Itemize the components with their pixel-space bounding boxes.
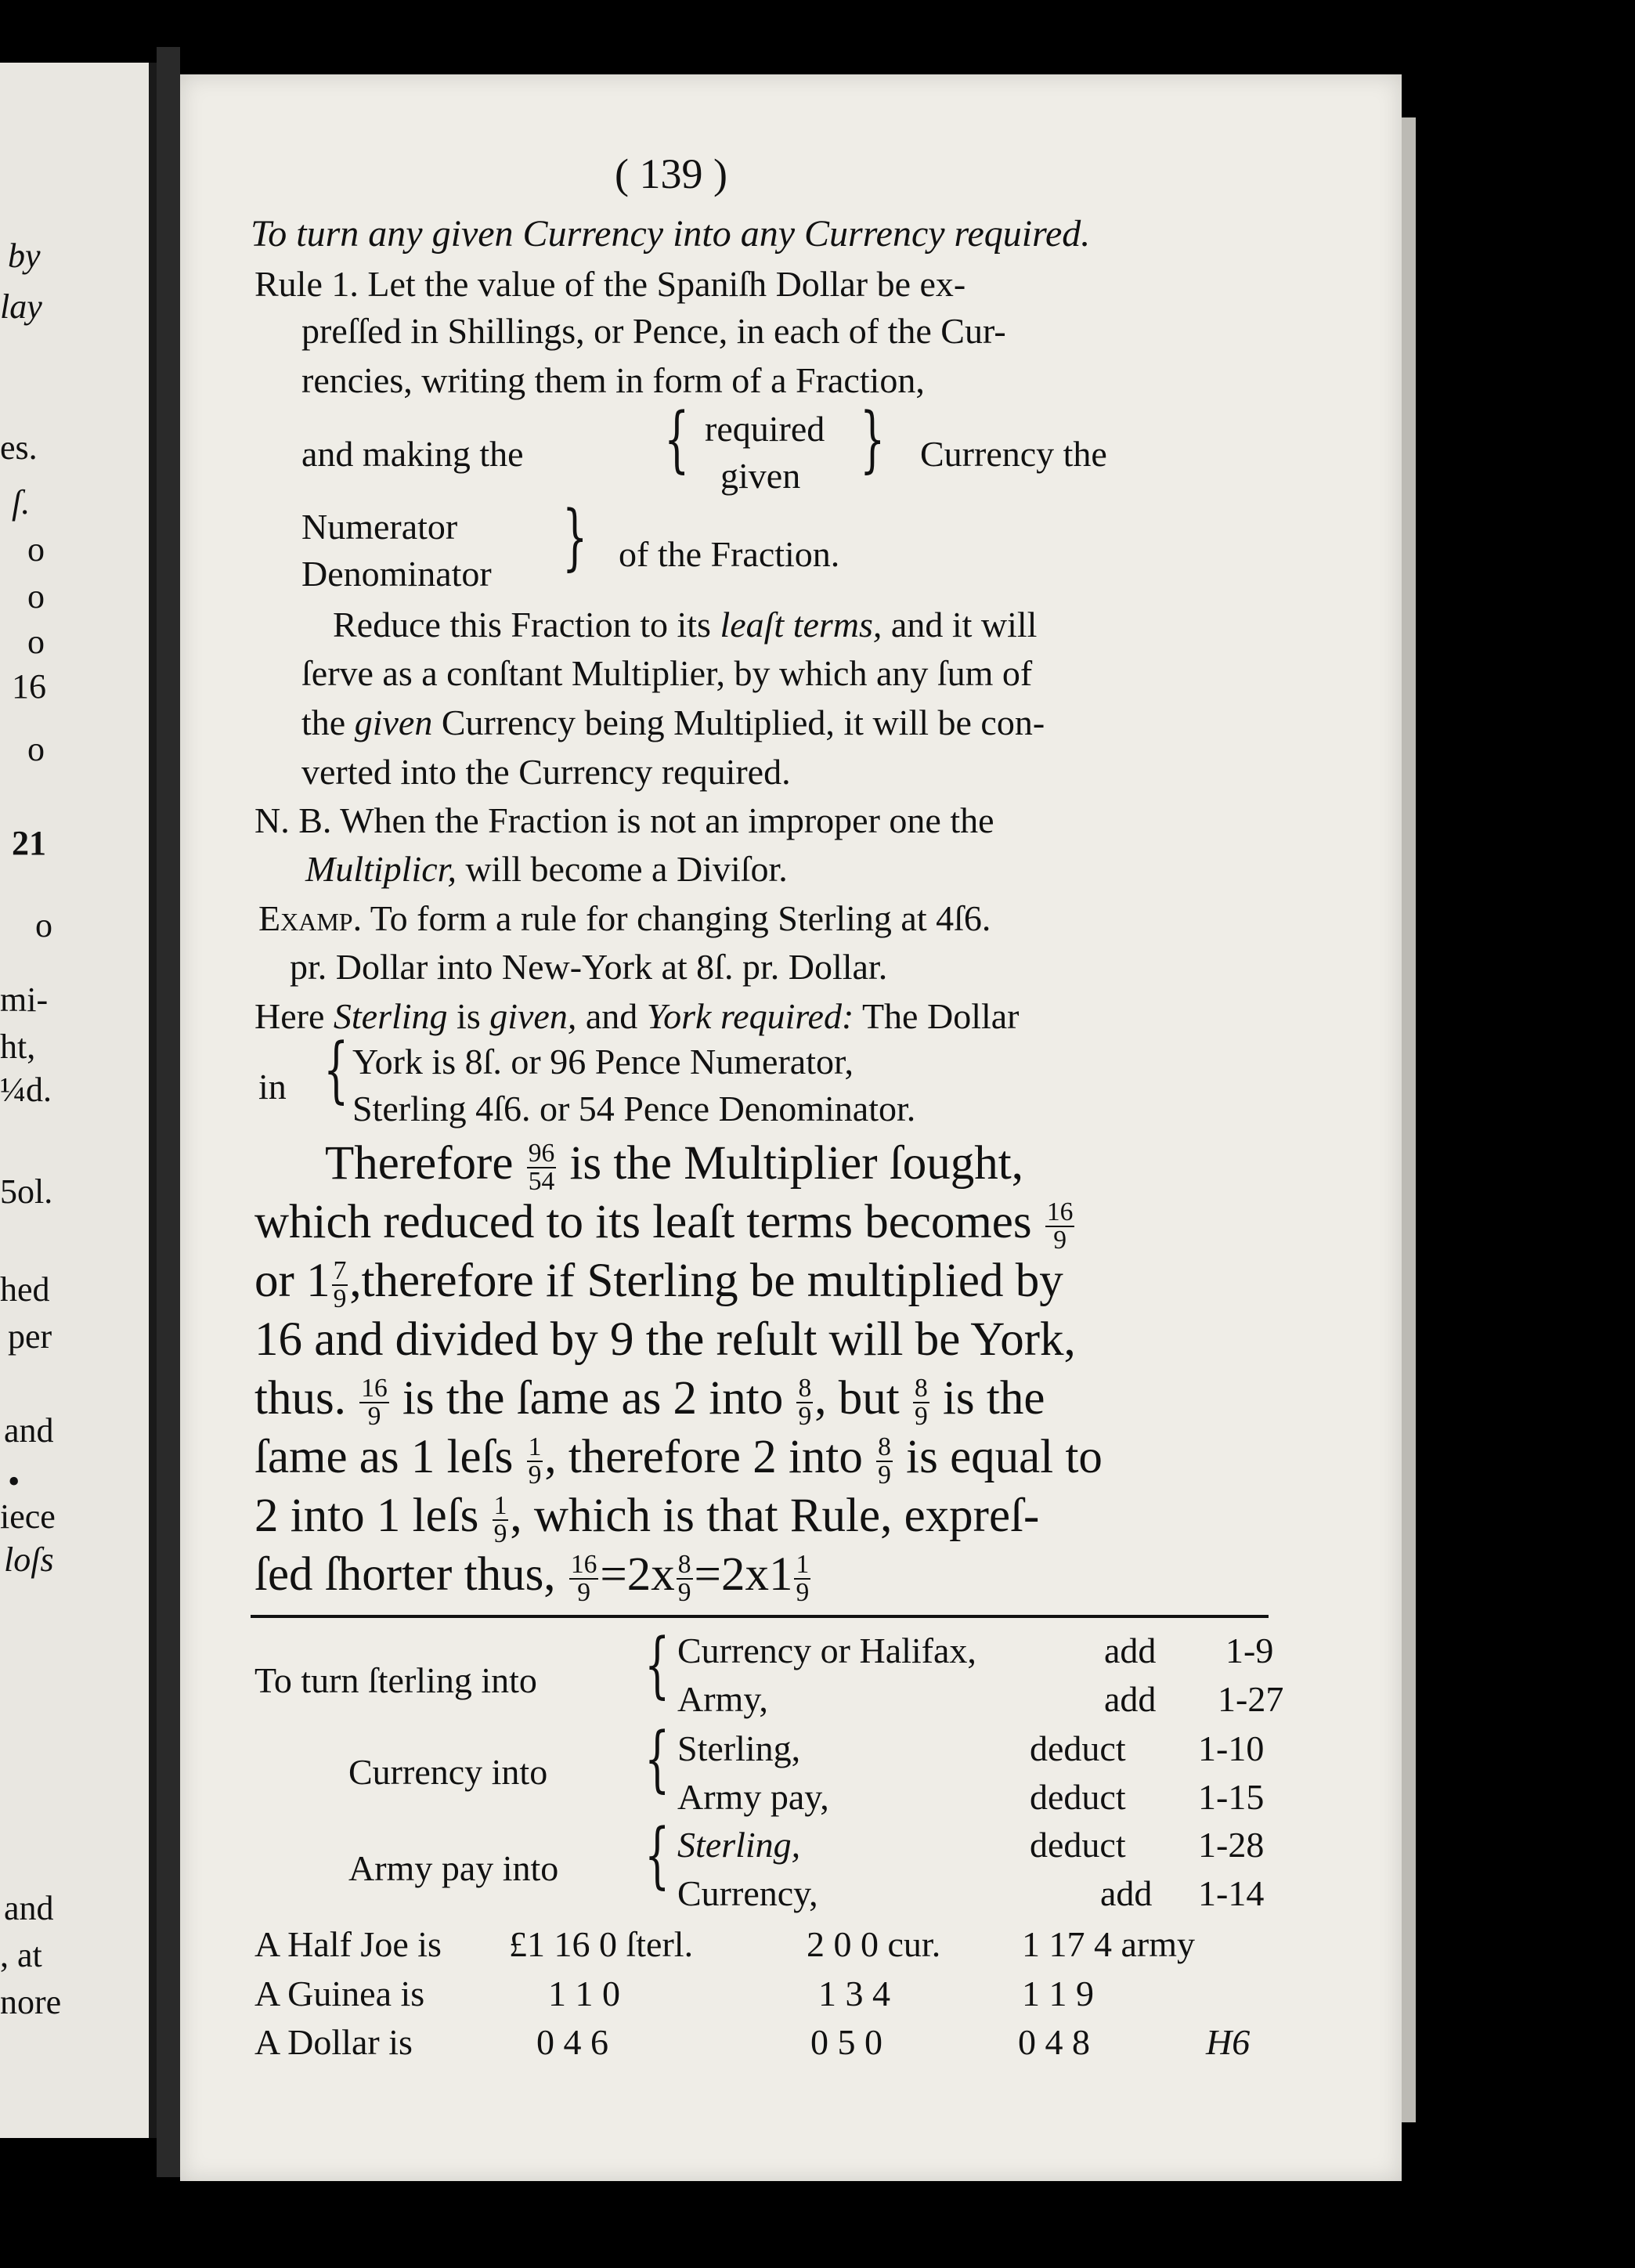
large-text: or 1 <box>254 1255 330 1307</box>
reduce-text: Reduce this Fraction to its <box>333 605 711 645</box>
given-word: given <box>720 456 801 496</box>
coin-name: A Dollar is <box>254 2022 413 2062</box>
table-item: Sterling, <box>677 1728 801 1768</box>
large-text: , therefore 2 into <box>544 1431 863 1483</box>
coin-army: 1 1 9 <box>1022 1974 1094 2013</box>
coin-name: A Guinea is <box>254 1974 425 2013</box>
left-fragment: o <box>27 623 45 661</box>
coin-currency: 1 3 4 <box>818 1974 890 2013</box>
large-line4: 16 and divided by 9 the reſult will be York, <box>254 1313 1076 1366</box>
left-fragment: o <box>27 530 45 569</box>
numerator: 8 <box>878 1432 891 1462</box>
left-fragment: loſs <box>4 1540 54 1579</box>
large-line8 <box>254 1548 812 1607</box>
nb-text: will become a Diviſor. <box>465 849 788 889</box>
coin-army: 1 17 4 army <box>1022 1924 1196 1964</box>
here-text: Here <box>254 996 325 1036</box>
left-fragment: mi- <box>0 981 49 1019</box>
large-text: ſame as 1 leſs <box>254 1431 514 1483</box>
nb-line1 <box>254 800 994 840</box>
left-fragment: by <box>8 237 41 275</box>
book-gutter <box>157 47 180 2177</box>
reduce-text: Currency being Multiplied, it will be con- <box>441 702 1045 742</box>
reduce-line2: ſerve as a conſtant Multiplier, by which any ſum of <box>301 653 1033 693</box>
numerator: 8 <box>677 1550 691 1580</box>
large-text: =2x1 <box>694 1548 793 1601</box>
large-text: ſed ſhorter thus, <box>254 1548 556 1601</box>
page-number: ( 139 ) <box>615 150 727 197</box>
nb-text: When the Fraction is not an improper one the <box>340 800 994 840</box>
large-text: is equal to <box>906 1431 1103 1483</box>
rule1-line3: rencies, writing them in form of a Fraction, <box>301 360 925 400</box>
fraction-16-9 <box>569 1551 599 1605</box>
coin-army: 0 4 8 <box>1018 2022 1090 2062</box>
numerator: 8 <box>914 1374 928 1403</box>
table-op: deduct <box>1030 1825 1126 1865</box>
denominator: 9 <box>878 1461 891 1490</box>
left-fragment: nore <box>0 1983 62 2021</box>
large-line2 <box>254 1198 1076 1254</box>
numerator: 8 <box>798 1374 812 1403</box>
fraction-1-9 <box>493 1493 509 1547</box>
left-fragment: hed <box>0 1270 50 1309</box>
nb-line2 <box>305 851 788 887</box>
rule1-label: Rule 1. <box>254 264 359 304</box>
fraction-8-9 <box>796 1375 813 1429</box>
of-fraction-text: of the Fraction. <box>619 534 840 574</box>
numerator: 1 <box>528 1432 542 1462</box>
left-fragment: 16 <box>12 667 46 706</box>
reduce-line4: verted into the Currency required. <box>301 752 791 792</box>
left-fragment: and <box>4 1411 54 1450</box>
table-rate: 1-27 <box>1218 1679 1284 1719</box>
required-word: required <box>705 409 825 449</box>
multiplier-italic: Multiplicr, <box>305 849 457 889</box>
coin-sterling: £1 16 0 ſterl. <box>509 1924 694 1964</box>
fraction-16-9 <box>1045 1199 1075 1253</box>
table-item: Currency or Halifax, <box>677 1631 976 1670</box>
rule1-line2: preſſed in Shillings, or Pence, in each of the Cur- <box>301 311 1006 351</box>
table-rate: 1-28 <box>1198 1825 1265 1865</box>
left-brace: { <box>644 1623 670 1706</box>
group-label: To turn ſterling into <box>254 1660 537 1700</box>
large-line5 <box>254 1374 1045 1430</box>
nb-label: N. B. <box>254 800 332 840</box>
left-fragment: ht, <box>0 1027 36 1066</box>
left-fragment: per <box>8 1317 52 1356</box>
example-label: Examp. <box>258 898 363 938</box>
given-italic: given, <box>489 996 577 1036</box>
fraction-96-54 <box>527 1140 557 1194</box>
denominator: 9 <box>798 1402 812 1431</box>
denominator: 9 <box>677 1578 691 1607</box>
table-item: Sterling, <box>677 1825 801 1865</box>
left-brace: { <box>644 1717 670 1800</box>
denominator: 9 <box>577 1578 590 1607</box>
large-text: , which is that Rule, expreſ- <box>510 1490 1040 1542</box>
left-fragment: ſ. <box>12 483 31 522</box>
horizontal-rule <box>251 1615 1269 1618</box>
denominator-word: Denominator <box>301 554 492 594</box>
numerator: 1 <box>796 1550 810 1580</box>
york-required-italic: York required: <box>646 996 854 1036</box>
here-text: is <box>457 996 481 1036</box>
left-fragment: lay <box>0 287 42 326</box>
large-text: 2 into 1 leſs <box>254 1490 479 1542</box>
numerator: 96 <box>528 1139 555 1168</box>
left-fragment: es. <box>0 428 38 467</box>
left-fragment: 21 <box>12 824 46 862</box>
coin-sterling: 0 4 6 <box>536 2022 608 2062</box>
sterling-line: Sterling 4ſ6. or 54 Pence Denominator. <box>352 1089 916 1129</box>
signature-mark: H6 <box>1206 2022 1251 2062</box>
fraction-1-9 <box>527 1434 543 1488</box>
left-fragment: o <box>27 577 45 616</box>
rule1-text <box>254 266 965 302</box>
denominator: 9 <box>1053 1226 1067 1255</box>
left-fragment: iece <box>0 1497 56 1536</box>
rule1-line1: Let the value of the Spaniſh Dollar be ex- <box>367 264 966 304</box>
group-label: Army pay into <box>348 1848 559 1888</box>
reduce-line3 <box>301 702 1045 742</box>
large-text: is the <box>942 1372 1045 1425</box>
table-op: deduct <box>1030 1777 1126 1817</box>
fraction-1-9 <box>794 1551 810 1605</box>
large-line7 <box>254 1492 1039 1548</box>
large-text: =2x <box>600 1548 675 1601</box>
fraction-8-9 <box>913 1375 929 1429</box>
table-item: Currency, <box>677 1873 818 1913</box>
coin-currency: 2 0 0 cur. <box>807 1924 941 1964</box>
table-rate: 1-9 <box>1225 1631 1274 1670</box>
fraction-8-9 <box>876 1434 893 1488</box>
denominator: 9 <box>333 1284 347 1313</box>
table-rate: 1-15 <box>1198 1777 1265 1817</box>
in-label: in <box>258 1067 287 1107</box>
here-text: The Dollar <box>861 996 1020 1036</box>
left-fragment: 5ol. <box>0 1172 53 1211</box>
page-edge <box>1402 117 1416 2122</box>
given-italic: given <box>354 702 433 742</box>
group-label: Currency into <box>348 1752 548 1792</box>
left-brace: { <box>323 1027 349 1111</box>
numerator: 16 <box>1046 1197 1074 1227</box>
large-line6 <box>254 1433 1103 1489</box>
large-text: is the Multiplier ſought, <box>569 1137 1023 1190</box>
numerator: 16 <box>570 1550 597 1580</box>
right-brace: } <box>562 495 588 579</box>
reduce-text: the <box>301 702 346 742</box>
least-terms-italic: leaſt terms, <box>720 605 882 645</box>
table-rate: 1-14 <box>1198 1873 1265 1913</box>
denominator: 9 <box>493 1519 507 1548</box>
denominator: 9 <box>528 1461 542 1490</box>
large-text: , but <box>814 1372 900 1425</box>
table-op: add <box>1104 1679 1157 1719</box>
left-fragment: • <box>8 1462 20 1501</box>
left-fragment: o <box>27 730 45 768</box>
denominator: 9 <box>367 1402 381 1431</box>
left-fragment: o <box>35 906 52 944</box>
numerator-word: Numerator <box>301 507 458 547</box>
fraction-8-9 <box>677 1551 693 1605</box>
left-page-fragment <box>0 63 157 2138</box>
table-item: Army pay, <box>677 1777 829 1817</box>
right-brace: } <box>860 397 886 481</box>
and-making-text: and making the <box>301 434 524 474</box>
numerator: 1 <box>493 1491 507 1521</box>
left-fragment: ¼d. <box>0 1071 52 1109</box>
example-line2: pr. Dollar into New-York at 8ſ. pr. Dollar. <box>290 947 888 987</box>
left-brace: { <box>664 397 690 481</box>
currency-the-text: Currency the <box>920 434 1107 474</box>
here-text: and <box>585 996 638 1036</box>
denominator: 9 <box>914 1402 928 1431</box>
book-page <box>180 74 1402 2181</box>
large-line3 <box>254 1257 1063 1313</box>
coin-currency: 0 5 0 <box>810 2022 882 2062</box>
here-line <box>254 996 1020 1036</box>
large-text: thus. <box>254 1372 346 1425</box>
example-line1 <box>258 898 991 938</box>
numerator: 16 <box>361 1374 388 1403</box>
left-brace: { <box>644 1813 670 1897</box>
table-rate: 1-10 <box>1198 1728 1265 1768</box>
table-op: deduct <box>1030 1728 1126 1768</box>
section-title: To turn any given Currency into any Currency required. <box>251 213 1091 255</box>
sterling-italic: Sterling <box>333 996 448 1036</box>
large-text: is the ſame as 2 into <box>402 1372 784 1425</box>
example-text: To form a rule for changing Sterling at 4ſ6. <box>370 898 991 938</box>
denominator: 54 <box>528 1167 555 1196</box>
numerator: 7 <box>333 1256 347 1286</box>
coin-sterling: 1 1 0 <box>548 1974 620 2013</box>
table-op: add <box>1104 1631 1157 1670</box>
fraction-7-9 <box>332 1258 348 1312</box>
reduce-text: and it will <box>890 605 1038 645</box>
reduce-line1 <box>333 607 1037 643</box>
table-item: Army, <box>677 1679 768 1719</box>
york-line: York is 8ſ. or 96 Pence Numerator, <box>352 1042 854 1082</box>
table-op: add <box>1100 1873 1153 1913</box>
left-fragment: and <box>4 1889 54 1927</box>
fraction-16-9 <box>359 1375 389 1429</box>
left-fragment: , at <box>0 1936 42 1974</box>
large-line1 <box>325 1139 1023 1195</box>
large-text: ,therefore if Sterling be multiplied by <box>349 1255 1063 1307</box>
coin-name: A Half Joe is <box>254 1924 442 1964</box>
denominator: 9 <box>796 1578 810 1607</box>
large-text: Therefore <box>325 1137 514 1190</box>
large-text: which reduced to its leaſt terms becomes <box>254 1196 1032 1248</box>
